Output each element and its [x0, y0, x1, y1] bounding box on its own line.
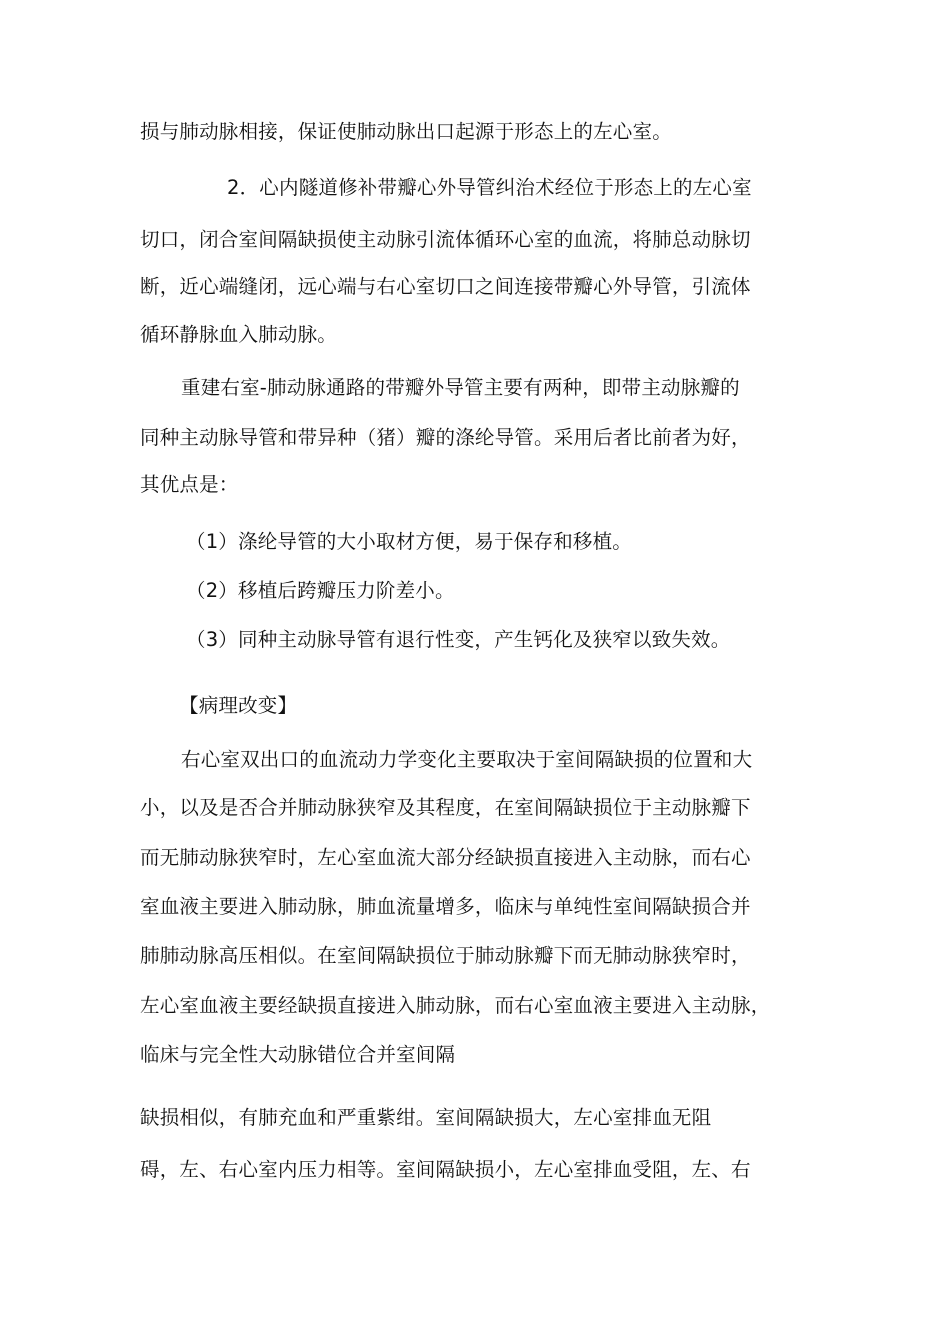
text-line: 循环静脉血入肺动脉。 — [140, 323, 338, 346]
list-item: （1）涤纶导管的大小取材方便，易于保存和移植。 — [186, 530, 633, 553]
text-line: 其优点是： — [140, 473, 239, 496]
text-line: 碍，左、右心室内压力相等。室间隔缺损小，左心室排血受阻，左、右 — [140, 1158, 751, 1181]
list-item: （2）移植后跨瓣压力阶差小。 — [186, 579, 455, 602]
section-heading: 【病理改变】 — [179, 694, 298, 717]
text-line: 重建右室-肺动脉通路的带瓣外导管主要有两种，即带主动脉瓣的 — [181, 376, 740, 399]
text-line: 断，近心端缝闭，远心端与右心室切口之间连接带瓣心外导管，引流体 — [140, 275, 751, 298]
text-line: 损与肺动脉相接，保证使肺动脉出口起源于形态上的左心室。 — [140, 120, 672, 143]
text-line: 而无肺动脉狭窄时，左心室血流大部分经缺损直接进入主动脉，而右心 — [140, 846, 751, 869]
text-line: 缺损相似，有肺充血和严重紫绀。室间隔缺损大，左心室排血无阻 — [140, 1106, 712, 1129]
text-line: 左心室血液主要经缺损直接进入肺动脉，而右心室血液主要进入主动脉， — [140, 994, 771, 1017]
text-line: 同种主动脉导管和带异种（猪）瓣的涤纶导管。采用后者比前者为好， — [140, 426, 751, 449]
text-line: 临床与完全性大动脉错位合并室间隔 — [140, 1043, 456, 1066]
text-line: 肺肺动脉高压相似。在室间隔缺损位于肺动脉瓣下而无肺动脉狭窄时， — [140, 944, 751, 967]
text-line: 小，以及是否合并肺动脉狭窄及其程度，在室间隔缺损位于主动脉瓣下 — [140, 796, 751, 819]
text-line: 右心室双出口的血流动力学变化主要取决于室间隔缺损的位置和大 — [181, 748, 753, 771]
text-line: 室血液主要进入肺动脉，肺血流量增多，临床与单纯性室间隔缺损合并 — [140, 895, 751, 918]
text-line: 切口，闭合室间隔缺损使主动脉引流体循环心室的血流，将肺总动脉切 — [140, 228, 751, 251]
text-line: 2．心内隧道修补带瓣心外导管纠治术经位于形态上的左心室 — [227, 176, 752, 199]
list-item: （3）同种主动脉导管有退行性变，产生钙化及狭窄以致失效。 — [186, 628, 731, 651]
